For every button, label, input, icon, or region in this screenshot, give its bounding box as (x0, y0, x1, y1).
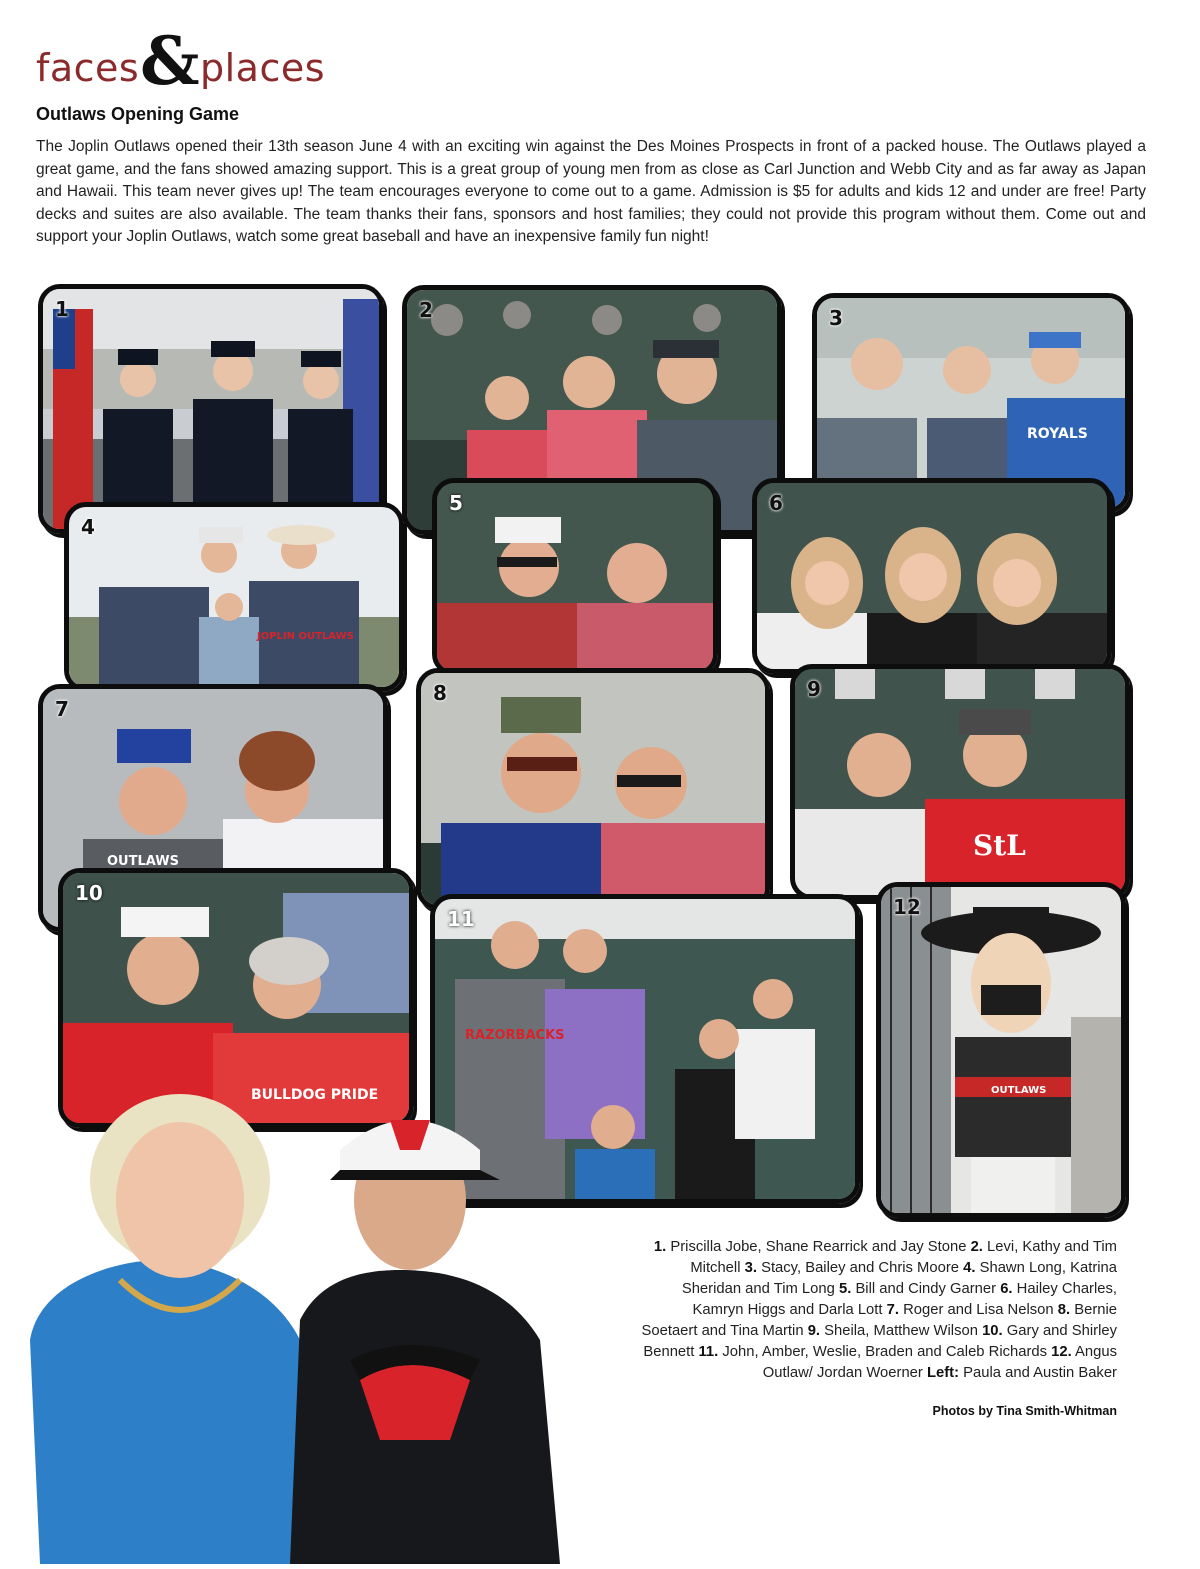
caption-number: 5. (838, 1281, 852, 1297)
caption-number: 6. (1000, 1281, 1013, 1297)
photo-10-shirt-text: BULLDOG PRIDE (251, 1087, 379, 1103)
photo-number: 8 (433, 681, 447, 705)
photo-4-shirt-text: JOPLIN OUTLAWS (257, 631, 354, 642)
caption-text: Gary and Shirley Bennett (643, 1323, 1117, 1360)
caption-number: 3. (744, 1260, 757, 1276)
caption-text: John, Amber, Weslie, Braden and Caleb Richards (722, 1344, 1048, 1360)
caption-text: Priscilla Jobe, Shane Rearrick and Jay Stone (670, 1239, 967, 1255)
feature-photo-image (0, 1080, 670, 1564)
photo-captions (640, 1237, 1117, 1384)
photo-8 (416, 668, 770, 910)
photo-number: 11 (447, 907, 475, 931)
caption-text: Bernie Soetaert and Tina Martin (641, 1302, 1117, 1339)
photo-12-shirt-text: OUTLAWS (991, 1085, 1047, 1096)
caption-number: 8. (1057, 1302, 1071, 1318)
caption-number: 7. (886, 1302, 899, 1318)
article-headline: Outlaws Opening Game (36, 104, 240, 124)
photo-12 (876, 882, 1126, 1218)
photo-number: 10 (75, 881, 103, 905)
photo-number: 9 (807, 677, 821, 701)
photo-3-image (817, 298, 1125, 508)
photo-3-shirt-text: ROYALS (1027, 426, 1088, 442)
photo-12-image (881, 887, 1121, 1213)
photo-number: 12 (893, 895, 921, 919)
caption-text: Angus Outlaw/ Jordan Woerner (762, 1344, 1117, 1381)
caption-text: Shawn Long, Katrina Sheridan and Tim Long (681, 1260, 1117, 1297)
caption-text: Paula and Austin Baker (963, 1365, 1117, 1381)
photo-4-image (69, 507, 399, 687)
caption-number: Left: (926, 1365, 960, 1381)
photo-number: 6 (769, 491, 783, 515)
caption-number: 1. (653, 1239, 667, 1255)
caption-number: 11. (698, 1344, 719, 1360)
photo-7-shirt-text: OUTLAWS (107, 854, 179, 869)
caption-text: Hailey Charles, Kamryn Higgs and Darla Lott (692, 1281, 1117, 1318)
photo-credit: Photos by Tina Smith-Whitman (932, 1404, 1117, 1418)
masthead-ampersand: & (140, 22, 200, 100)
caption-number: 10. (982, 1323, 1003, 1339)
caption-text: Levi, Kathy and Tim Mitchell (690, 1239, 1117, 1276)
photo-6-image (757, 483, 1107, 669)
masthead-word-faces: faces (36, 46, 140, 90)
photo-11-shirt-text: RAZORBACKS (465, 1028, 565, 1043)
photo-1 (38, 284, 384, 534)
photo-number: 2 (419, 298, 433, 322)
photo-9-shirt-text: StL (973, 829, 1026, 862)
photo-5-image (437, 483, 713, 671)
photo-number: 4 (81, 515, 95, 539)
photo-6 (752, 478, 1112, 674)
caption-number: 2. (970, 1239, 983, 1255)
feature-photo (0, 1080, 670, 1564)
masthead-logo (36, 22, 356, 100)
caption-text: Roger and Lisa Nelson (903, 1302, 1054, 1318)
caption-text: Sheila, Matthew Wilson (824, 1323, 978, 1339)
photo-number: 5 (449, 491, 463, 515)
photo-number: 1 (55, 297, 69, 321)
photo-1-image (43, 289, 379, 529)
caption-text: Bill and Cindy Garner (855, 1281, 997, 1297)
photo-9-image (795, 669, 1125, 895)
caption-number: 9. (807, 1323, 821, 1339)
photo-8-image (421, 673, 765, 905)
photo-5 (432, 478, 718, 676)
photo-number: 7 (55, 697, 69, 721)
caption-number: 4. (963, 1260, 976, 1276)
photo-9 (790, 664, 1130, 900)
photo-4 (64, 502, 404, 692)
photo-number: 3 (829, 306, 843, 330)
masthead-word-places: places (200, 46, 326, 90)
caption-number: 12. (1051, 1344, 1072, 1360)
caption-text: Stacy, Bailey and Chris Moore (761, 1260, 960, 1276)
article-body: The Joplin Outlaws opened their 13th season June 4 with an exciting win against the Des Moines Prospects in front of a packed house. The Outlaws played a great game, and the fans showed amazing support. This is a great group of young men from as close as Carl Junction and Webb City and as far away as Japan and Hawaii. This team never gives up! The team encourages everyone to come out to a game. Admission is $5 for adults and kids 12 and under are free! Party decks and suites are also available. The team thanks their fans, sponsors and host families; they could not provide this program without them. Come out and support your Joplin Outlaws, watch some great baseball and have an inexpensive family fun night! (36, 138, 1146, 245)
